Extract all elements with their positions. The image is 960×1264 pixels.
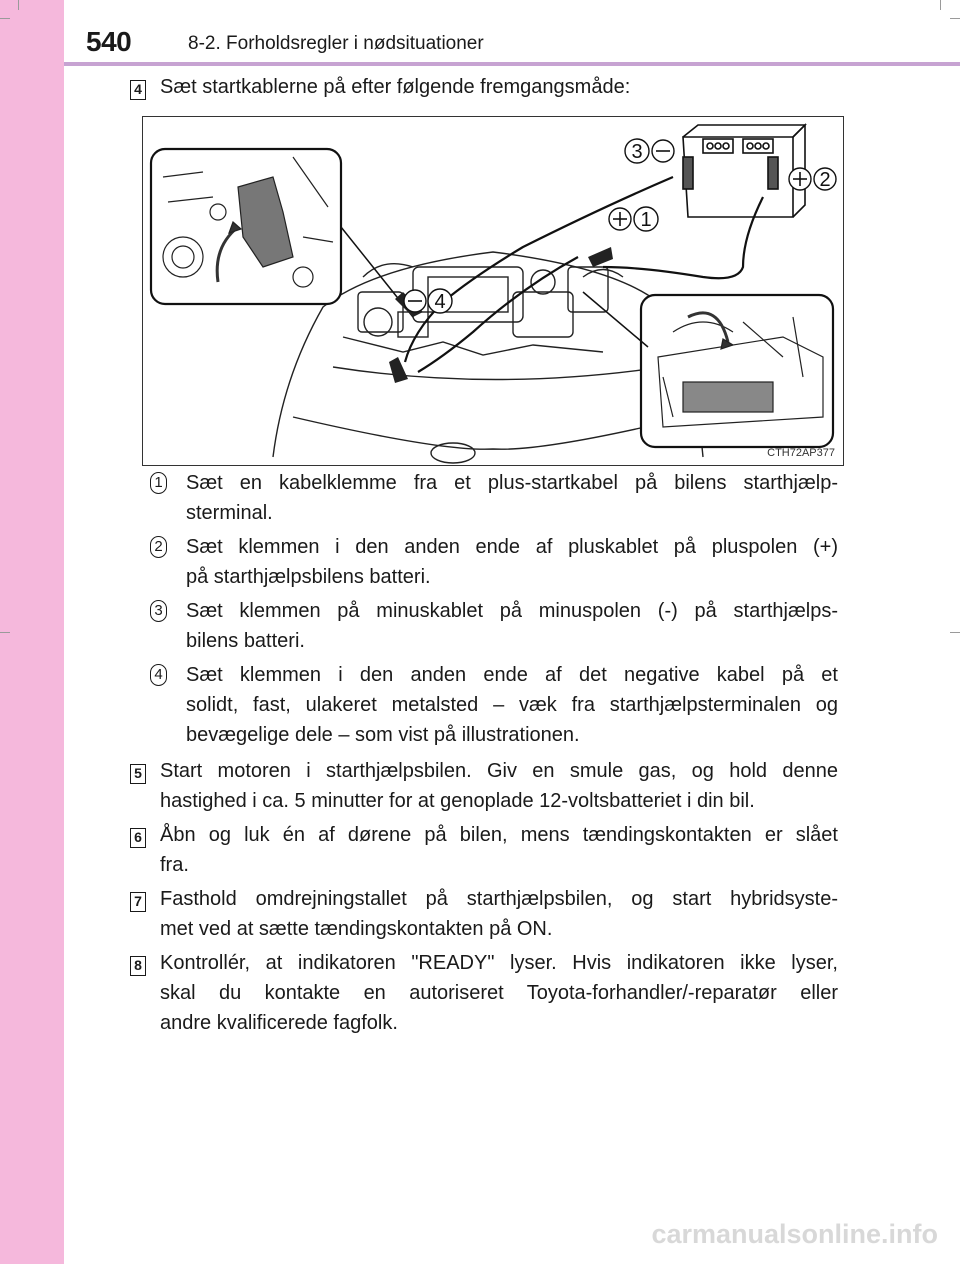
step-text: Start motoren i starthjælpsbilen. Giv en smule gas, og hold denne hastighed i ca. 5 minutter for at genoplade 12-voltsbatteriet i din bil. xyxy=(160,760,838,812)
header-rule xyxy=(64,62,960,66)
jump-start-illustration xyxy=(142,116,844,466)
step-number-badge: 4 xyxy=(130,80,146,100)
crop-mark xyxy=(18,0,19,10)
substep-badge: 1 xyxy=(150,472,167,494)
crop-mark xyxy=(0,18,10,19)
step-number-badge: 5 xyxy=(130,764,146,784)
figure-code: CTH72AP377 xyxy=(767,447,835,459)
engine-bay-drawing xyxy=(143,117,844,466)
substep-badge: 4 xyxy=(150,664,167,686)
section-title: 8-2. Forholdsregler i nødsituationer xyxy=(188,33,484,54)
crop-mark xyxy=(940,0,941,10)
substep-text: Sæt klemmen på minuskablet på minuspolen (-) på starthjælps- bilens batteri. xyxy=(186,600,838,652)
step-text: Kontrollér, at indikatoren "READY" lyser. Hvis indikatoren ikke lyser, skal du kontakte en autoriseret Toyota-forhandler/-reparatør eller andre kvalificerede fagfolk. xyxy=(160,952,838,1034)
substep-text: Sæt en kabelklemme fra et plus-startkabel på bilens starthjælp- sterminal. xyxy=(186,472,838,524)
step-number-badge: 8 xyxy=(130,956,146,976)
callout-1: 1 xyxy=(640,209,652,231)
crop-mark xyxy=(950,632,960,633)
step-number-badge: 6 xyxy=(130,828,146,848)
substep-badge: 2 xyxy=(150,536,167,558)
callout-4: 4 xyxy=(434,291,446,313)
step-text: Sæt startkablerne på efter følgende fremgangsmåde: xyxy=(160,76,631,98)
substep-text: Sæt klemmen i den anden ende af pluskablet på pluspolen (+) på starthjælpsbilens batteri. xyxy=(186,536,838,588)
substep-text: Sæt klemmen i den anden ende af det negative kabel på et solidt, fast, ulakeret metalsted – væk fra starthjælpsterminalen og bevægelige dele – som vist på illustrationen. xyxy=(186,664,838,746)
step-text: Fasthold omdrejningstallet på starthjælpsbilen, og start hybridsyste- met ved at sætte tændingskontakten på ON. xyxy=(160,888,838,940)
page-number: 540 xyxy=(86,26,132,57)
crop-mark xyxy=(0,632,10,633)
callout-2: 2 xyxy=(819,169,831,191)
substep-badge: 3 xyxy=(150,600,167,622)
watermark: carmanualsonline.info xyxy=(651,1219,938,1249)
callout-3: 3 xyxy=(631,141,643,163)
step-number-badge: 7 xyxy=(130,892,146,912)
step-text: Åbn og luk én af dørene på bilen, mens tændingskontakten er slået fra. xyxy=(160,824,838,876)
crop-mark xyxy=(950,18,960,19)
